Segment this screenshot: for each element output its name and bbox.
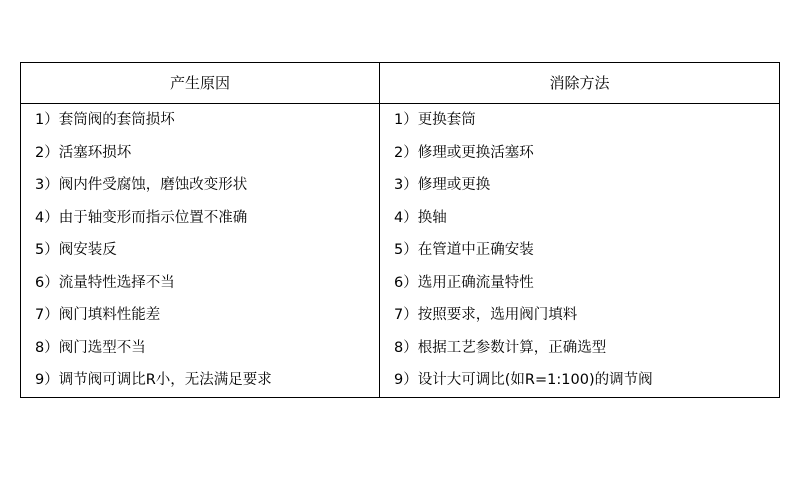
table-body bbox=[21, 104, 780, 398]
list-item: 6）流量特性选择不当 bbox=[35, 274, 175, 291]
list-item: 3）阀内件受腐蚀，磨蚀改变形状 bbox=[35, 177, 248, 193]
table-row bbox=[21, 104, 780, 398]
cause-remedy-table-container bbox=[20, 62, 780, 398]
list-item: 9）调节阀可调比R小，无法满足要求 bbox=[35, 372, 272, 388]
table-header bbox=[21, 63, 780, 104]
list-item: 5）阀安装反 bbox=[35, 242, 117, 258]
column-header-cause: 产生原因 bbox=[21, 63, 380, 104]
list-item: 7）阀门填料性能差 bbox=[35, 307, 161, 323]
list-item: 8）阀门选型不当 bbox=[35, 339, 146, 356]
list-item: 4）换轴 bbox=[394, 209, 447, 226]
list-item: 2）活塞环损坏 bbox=[35, 144, 132, 161]
list-item: 5）在管道中正确安装 bbox=[394, 242, 534, 258]
remedy-list bbox=[380, 104, 779, 397]
list-item: 1）更换套筒 bbox=[394, 112, 476, 128]
column-header-remedy: 消除方法 bbox=[380, 63, 780, 104]
remedy-list-cell bbox=[380, 104, 780, 398]
list-item: 2）修理或更换活塞环 bbox=[394, 144, 534, 161]
list-item: 8）根据工艺参数计算，正确选型 bbox=[394, 339, 607, 356]
list-item: 3）修理或更换 bbox=[394, 177, 491, 193]
list-item: 1）套筒阀的套筒损坏 bbox=[35, 112, 175, 128]
cause-list bbox=[21, 104, 379, 397]
list-item: 4）由于轴变形而指示位置不准确 bbox=[35, 209, 248, 226]
list-item: 7）按照要求，选用阀门填料 bbox=[394, 307, 578, 323]
cause-list-cell bbox=[21, 104, 380, 398]
list-item: 9）设计大可调比(如R=1:100)的调节阀 bbox=[394, 372, 653, 388]
cause-remedy-table bbox=[20, 62, 780, 398]
list-item: 6）选用正确流量特性 bbox=[394, 274, 534, 291]
table-header-row bbox=[21, 63, 780, 104]
